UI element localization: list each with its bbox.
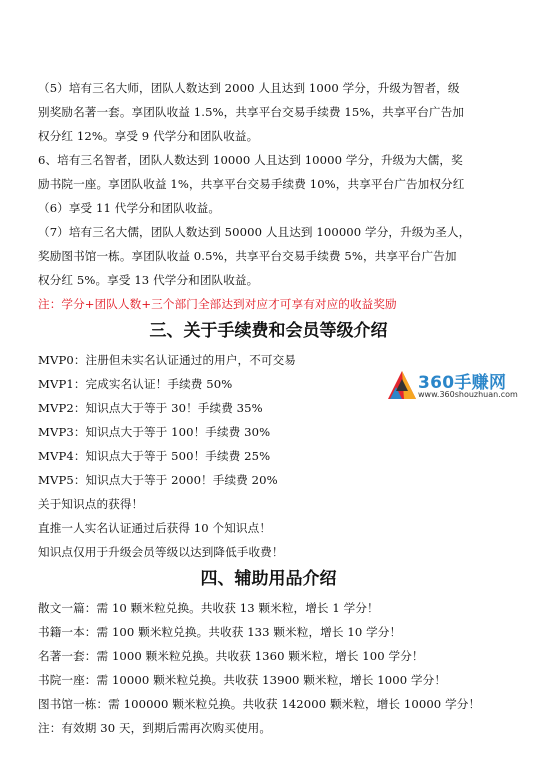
paragraph-line: 注：有效期 30 天，到期后需再次购买使用。 [38, 721, 272, 735]
section-heading: 四、辅助用品介绍 [200, 569, 337, 589]
paragraph-line: MVP2：知识点大于等于 30！手续费 35% [38, 401, 263, 415]
paragraph-line: 知识点仅用于升级会员等级以达到降低手收费！ [38, 545, 284, 559]
paragraph-line: 图书馆一栋：需 100000 颗米粒兑换。共收获 142000 颗米粒，增长 10000 学分！ [38, 697, 481, 711]
paragraph-line: MVP3：知识点大于等于 100！手续费 30% [38, 425, 271, 439]
note-text: 注：学分+团队人数+三个部门全部达到对应才可享有对应的收益奖励 [38, 297, 397, 311]
paragraph-line: 6、培有三名智者，团队人数达到 10000 人且达到 10000 学分，升级为大儒，奖 [38, 153, 463, 167]
watermark-brand: 360手赚网 [418, 373, 507, 393]
watermark-url: www.360shouzhuan.com [418, 390, 518, 399]
paragraph-line: MVP0：注册但未实名认证通过的用户，不可交易 [38, 353, 297, 367]
paragraph-line: 名著一套：需 1000 颗米粒兑换。共收获 1360 颗米粒，增长 100 学分！ [38, 649, 424, 663]
paragraph-line: 直推一人实名认证通过后获得 10 个知识点！ [38, 521, 272, 535]
paragraph-line: 励书院一座。享团队收益 1%，共享平台交易手续费 10%，共享平台广告加权分红 [38, 177, 465, 191]
paragraph-line: 书院一座：需 10000 颗米粒兑换。共收获 13900 颗米粒，增长 1000 学分！ [38, 673, 447, 687]
paragraph-line: 权分红 5%。享受 13 代学分和团队收益。 [38, 273, 259, 287]
paragraph-line: 奖励图书馆一栋。享团队收益 0.5%，共享平台交易手续费 5%，共享平台广告加 [38, 249, 457, 263]
paragraph-line: 散文一篇：需 10 颗米粒兑换。共收获 13 颗米粒，增长 1 学分！ [38, 601, 379, 615]
paragraph-line: MVP1：完成实名认证！手续费 50% [38, 377, 233, 391]
section-heading: 三、关于手续费和会员等级介绍 [149, 321, 388, 341]
paragraph-line: MVP5：知识点大于等于 2000！手续费 20% [38, 473, 278, 487]
paragraph-line: 别奖励名著一套。享团队收益 1.5%，共享平台交易手续费 15%，共享平台广告加 [38, 105, 465, 119]
paragraph-line: （5）培有三名大师，团队人数达到 2000 人且达到 1000 学分，升级为智者，级 [38, 81, 460, 95]
watermark [386, 368, 526, 408]
paragraph-line: （7）培有三名大儒，团队人数达到 50000 人且达到 100000 学分，升级为圣人， [38, 225, 471, 239]
paragraph-line: 关于知识点的获得！ [38, 497, 144, 511]
paragraph-line: MVP4：知识点大于等于 500！手续费 25% [38, 449, 271, 463]
paragraph-line: 书籍一本：需 100 颗米粒兑换。共收获 133 颗米粒，增长 10 学分！ [38, 625, 402, 639]
watermark-logo-icon [386, 369, 418, 401]
paragraph-line: 权分红 12%。享受 9 代学分和团队收益。 [38, 129, 259, 143]
paragraph-line: （6）享受 11 代学分和团队收益。 [38, 201, 221, 215]
